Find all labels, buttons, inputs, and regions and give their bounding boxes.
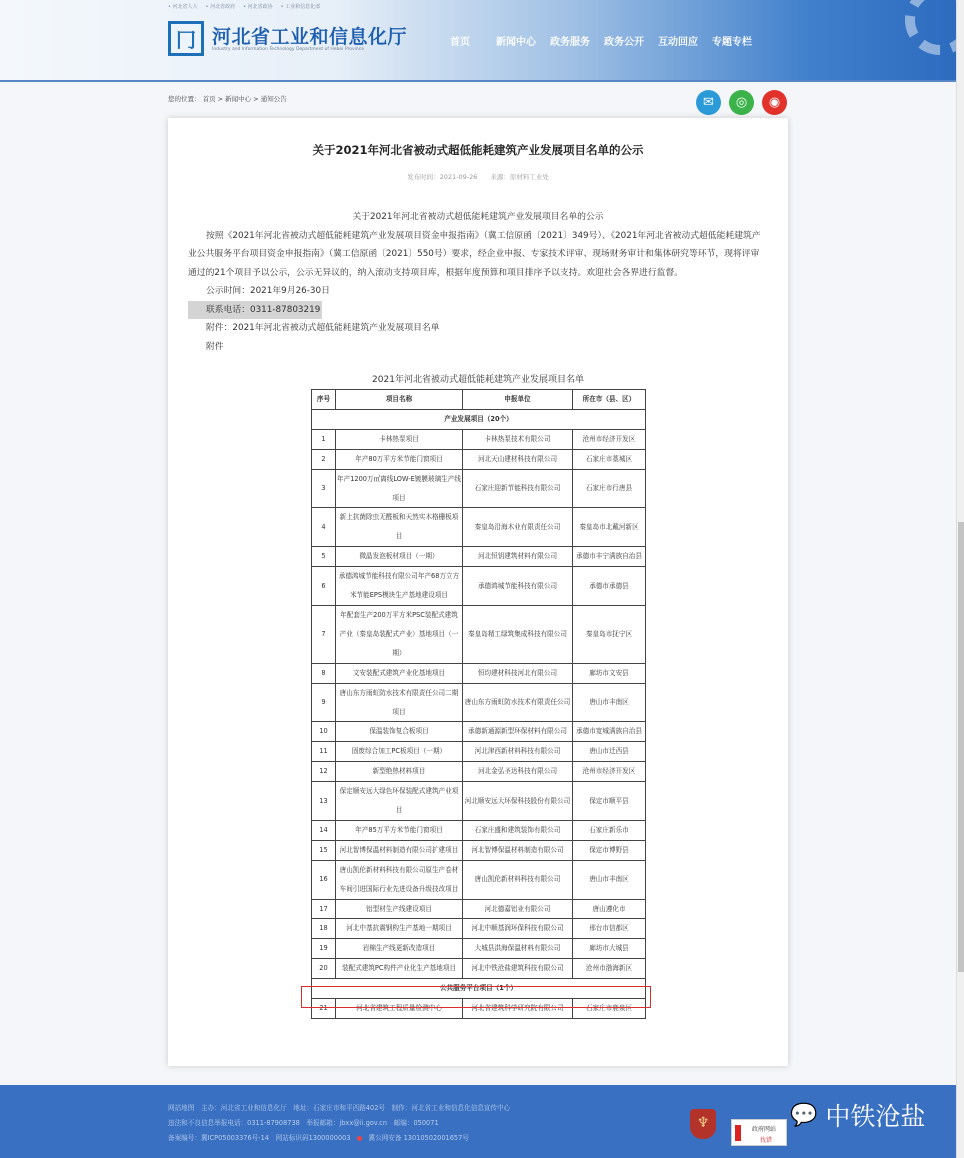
project-table: [311, 389, 646, 1019]
cell-company: 河北金弘圣达科技有限公司: [463, 762, 573, 782]
cell-company: 承德新通源新型环保材料有限公司: [463, 722, 573, 742]
cell-project: 承德鸿城节能科技有限公司年产68万立方米节能EPS模块生产基地建设项目: [336, 567, 463, 606]
table-row: [312, 742, 646, 762]
attachment-link[interactable]: 附件: [206, 341, 224, 352]
cell-location: 秦皇岛市北戴河新区: [573, 508, 646, 547]
breadcrumb: [168, 94, 287, 103]
cell-company: 河北德嘉铝业有限公司: [463, 899, 573, 919]
cell-project: 保温装饰复合板项目: [336, 722, 463, 742]
cell-project: 唐山凯伦新材料科技有限公司原生产卷材车间引进国际行业先进设备升级技改项目: [336, 860, 463, 899]
footer-police-record[interactable]: 冀公网安备 13010502001657号: [368, 1134, 469, 1142]
table-row: [312, 959, 646, 979]
cell-location: 沧州市经济开发区: [573, 762, 646, 782]
cell-company: 承德鸿城节能科技有限公司: [463, 567, 573, 606]
police-badge-icon: ●: [356, 1134, 363, 1142]
scrollbar[interactable]: [956, 0, 964, 1158]
nav-services[interactable]: 政务服务: [550, 37, 590, 48]
cell-no: 20: [312, 959, 336, 979]
section-row: [312, 409, 646, 429]
site-subtitle: Industry and Information Technology Department of Hebei Province: [212, 47, 364, 52]
cell-no: 6: [312, 567, 336, 606]
find-error-sub: 找错: [760, 1137, 773, 1144]
watermark: [790, 1097, 925, 1133]
cell-no: 8: [312, 663, 336, 683]
cell-no: 3: [312, 469, 336, 508]
table-row: [312, 508, 646, 547]
footer-line-3: 备案编号：冀ICP05003376号-14 网站标识码1300000003: [168, 1134, 351, 1142]
cell-location: 廊坊市大城县: [573, 939, 646, 959]
article-paragraph: 按照《2021年河北省被动式超低能耗建筑产业发展项目资金申报指南》（冀工信原函〔2021〕349号）、《2021年河北省被动式超低能耗建筑产业公共服务平台项目资金申报指南》（冀工信原函〔2021〕550号）要求，经企业申报、专家技术评审、现场财务审计和集体研究等环节，现将评审通过的21个项目予以公示，公示无异议的，纳入滚动支持项目库，根据年度预算和项目排序予以支持。欢迎社会各界进行监督。: [188, 230, 761, 278]
logo-icon[interactable]: 冂: [168, 21, 204, 56]
cell-no: 2: [312, 449, 336, 469]
cell-location: 保定市顺平县: [573, 782, 646, 821]
table-row: [312, 683, 646, 722]
table-row: [312, 840, 646, 860]
table-row: [312, 820, 646, 840]
cell-location: 承德市丰宁满族自治县: [573, 547, 646, 567]
cell-company: 唐山东方雨虹防水技术有限责任公司: [463, 683, 573, 722]
header-project: 项目名称: [336, 390, 463, 410]
cell-location: 承德市宽城满族自治县: [573, 722, 646, 742]
footer-line-2: 违法和不良信息举报电话：0311-87908738 举报邮箱：jbxx@ii.gov.cn 邮编：050071: [168, 1119, 439, 1127]
header-no: 序号: [312, 390, 336, 410]
party-emblem-icon[interactable]: ♆: [690, 1109, 716, 1139]
cell-no: 17: [312, 899, 336, 919]
find-error-button[interactable]: [731, 1119, 787, 1146]
cell-location: 石家庄新乐市: [573, 820, 646, 840]
cell-company: 秦皇岛精工绿筑集成科技有限公司: [463, 605, 573, 663]
cell-no: 15: [312, 840, 336, 860]
cell-project: 装配式建筑PC构件产业化生产基地项目: [336, 959, 463, 979]
cell-no: 4: [312, 508, 336, 547]
cell-project: 新型绝热材料项目: [336, 762, 463, 782]
cell-project: 年配套生产200万平方米PSC装配式建筑产业（秦皇岛装配式产业）基地项目（一期）: [336, 605, 463, 663]
cell-project: 河北智博保温材料制造有限公司扩建项目: [336, 840, 463, 860]
table-row: [312, 899, 646, 919]
cell-project: 保定顺安远大绿色环保装配式建筑产业项目: [336, 782, 463, 821]
site-header: [0, 0, 956, 82]
table-row: [312, 567, 646, 606]
wechat-bubble-icon: 💬: [790, 1102, 818, 1128]
cell-location: 秦皇岛市抚宁区: [573, 605, 646, 663]
article-card: [168, 118, 788, 1066]
cell-no: 19: [312, 939, 336, 959]
table-header-row: [312, 390, 646, 410]
table-row: [312, 605, 646, 663]
table-row: [312, 663, 646, 683]
cell-no: 5: [312, 547, 336, 567]
top-link[interactable]: • 河北省人大: [168, 4, 198, 10]
cell-location: 唐山市丰南区: [573, 683, 646, 722]
cell-location: 沧州市经济开发区: [573, 429, 646, 449]
site-title[interactable]: 河北省工业和信息化厅: [212, 26, 408, 48]
cell-company: 石家庄迎新节能科技有限公司: [463, 469, 573, 508]
highlight-box: [301, 986, 651, 1008]
top-link[interactable]: • 工业和信息化部: [280, 4, 321, 10]
cell-company: 河北顺安远大环保科技股份有限公司: [463, 782, 573, 821]
table-row: [312, 722, 646, 742]
breadcrumb-items[interactable]: 首页 > 新闻中心 > 通知公告: [202, 95, 287, 103]
cell-company: 河北省建筑科学研究院有限公司: [463, 999, 573, 1019]
table-row: [312, 762, 646, 782]
publicity-period: 公示时间：2021年9月26-30日: [206, 286, 330, 296]
cell-location: 邢台市信都区: [573, 919, 646, 939]
cell-no: 10: [312, 722, 336, 742]
cell-company: 恒均建材科技河北有限公司: [463, 663, 573, 683]
article-heading: 关于2021年河北省被动式超低能耗建筑产业发展项目名单的公示: [352, 212, 604, 222]
cell-project: 卡林热泵项目: [336, 429, 463, 449]
cell-company: 秦皇岛沿海木业有限责任公司: [463, 508, 573, 547]
cell-location: 沧州市渤海新区: [573, 959, 646, 979]
table-row: [312, 449, 646, 469]
cell-project: 新上抗菌除虫无醛板和天然实木格栅板项目: [336, 508, 463, 547]
cell-company: 河北智博保温材料制造有限公司: [463, 840, 573, 860]
cell-location: 石家庄市藁城区: [573, 449, 646, 469]
cell-project: 河北省建筑工程质量检测中心: [336, 999, 463, 1019]
section-title: 产业发展项目（20个）: [312, 409, 646, 429]
scrollbar-thumb[interactable]: [958, 522, 964, 972]
main-nav: [450, 33, 752, 48]
cell-project: 河北中基抗震钢构生产基地一期项目: [336, 919, 463, 939]
nav-public[interactable]: 政务公开: [604, 37, 644, 48]
nav-interaction[interactable]: 互动回应: [658, 37, 698, 48]
nav-home[interactable]: 首页: [450, 37, 470, 48]
breadcrumb-label: 您的位置：: [168, 95, 201, 103]
cell-company: 河北恒钥建筑材料有限公司: [463, 547, 573, 567]
cell-location: 承德市承德县: [573, 567, 646, 606]
cell-no: 9: [312, 683, 336, 722]
cell-company: 大城县洪海保温材料有限公司: [463, 939, 573, 959]
cell-no: 16: [312, 860, 336, 899]
article-title: 关于2021年河北省被动式超低能耗建筑产业发展项目名单的公示: [312, 143, 644, 157]
cell-project: 固废综合加工PC板项目（一期）: [336, 742, 463, 762]
top-link[interactable]: • 河北省政协: [243, 4, 273, 10]
cell-company: 卡林热泵技术有限公司: [463, 429, 573, 449]
cell-location: 保定市博野县: [573, 840, 646, 860]
cell-company: 河北中铁沧盐建筑科技有限公司: [463, 959, 573, 979]
watermark-text: 中铁沧盐: [825, 1102, 926, 1131]
attachment-label: 附件：2021年河北省被动式超低能耗建筑产业发展项目名单: [206, 323, 440, 333]
top-link[interactable]: • 河北省政府: [205, 4, 236, 10]
cell-company: 河北中顺基润环保科技有限公司: [463, 919, 573, 939]
table-row: [312, 429, 646, 449]
header-company: 申报单位: [463, 390, 573, 410]
cell-location: 石家庄市鹿泉区: [573, 999, 646, 1019]
nav-news[interactable]: 新闻中心: [496, 37, 536, 48]
cell-project: 岩棉生产线更新改造项目: [336, 939, 463, 959]
cell-project: 年产1200万㎡离线LOW-E镀膜玻璃生产线项目: [336, 469, 463, 508]
cell-location: 唐山遵化市: [573, 899, 646, 919]
nav-topics[interactable]: 专题专栏: [712, 37, 752, 48]
cell-company: 河北津西新材料科技有限公司: [463, 742, 573, 762]
table-row: [312, 782, 646, 821]
site-footer: [0, 1085, 956, 1158]
table-row: [312, 547, 646, 567]
footer-line-1: 网站地图 主办：河北省工业和信息化厅 地址：石家庄市和平西路402号 制作：河北省工业和信息化信息宣传中心: [168, 1104, 511, 1112]
cell-no: 14: [312, 820, 336, 840]
article-meta: 发布时间：2021-09-26 来源：原材料工业处: [407, 173, 549, 181]
cell-project: 唐山东方雨虹防水技术有限责任公司二期项目: [336, 683, 463, 722]
article-body: [188, 208, 768, 356]
cell-no: 1: [312, 429, 336, 449]
table-row: [312, 939, 646, 959]
find-error-label: 政府网站: [752, 1126, 777, 1133]
magnifier-icon: [735, 1125, 749, 1141]
table-caption: 2021年河北省被动式超低能耗建筑产业发展项目名单: [372, 375, 584, 385]
cell-no: 13: [312, 782, 336, 821]
top-links: [168, 3, 320, 10]
table-row: [312, 860, 646, 899]
table-row: [312, 919, 646, 939]
cell-no: 12: [312, 762, 336, 782]
cell-location: 石家庄市行唐县: [573, 469, 646, 508]
cell-no: 7: [312, 605, 336, 663]
cell-no: 11: [312, 742, 336, 762]
contact-phone: 联系电话：0311-87803219: [188, 301, 322, 320]
cell-project: 微晶发泡板材项目（一期）: [336, 547, 463, 567]
cell-company: 唐山凯伦新材料科技有限公司: [463, 860, 573, 899]
cell-project: 文安装配式建筑产业化基地项目: [336, 663, 463, 683]
cell-location: 廊坊市文安县: [573, 663, 646, 683]
wechat-icon[interactable]: ◎: [729, 90, 754, 115]
cell-company: 石家庄盛和建筑装饰有限公司: [463, 820, 573, 840]
table-row: [312, 469, 646, 508]
cell-project: 年产85万平方米节能门窗项目: [336, 820, 463, 840]
cell-location: 唐山市丰南区: [573, 860, 646, 899]
email-icon[interactable]: ✉: [696, 90, 721, 115]
cell-project: 年产80万平方米节能门窗项目: [336, 449, 463, 469]
weibo-icon[interactable]: ◉: [762, 90, 787, 115]
cell-no: 21: [312, 999, 336, 1019]
section-title: 公共服务平台项目（1个）: [312, 979, 646, 999]
cell-location: 唐山市迁西县: [573, 742, 646, 762]
cell-no: 18: [312, 919, 336, 939]
cell-project: 铝型材生产线建设项目: [336, 899, 463, 919]
cell-company: 河北天山建材科技有限公司: [463, 449, 573, 469]
header-location: 所在市（县、区）: [573, 390, 646, 410]
